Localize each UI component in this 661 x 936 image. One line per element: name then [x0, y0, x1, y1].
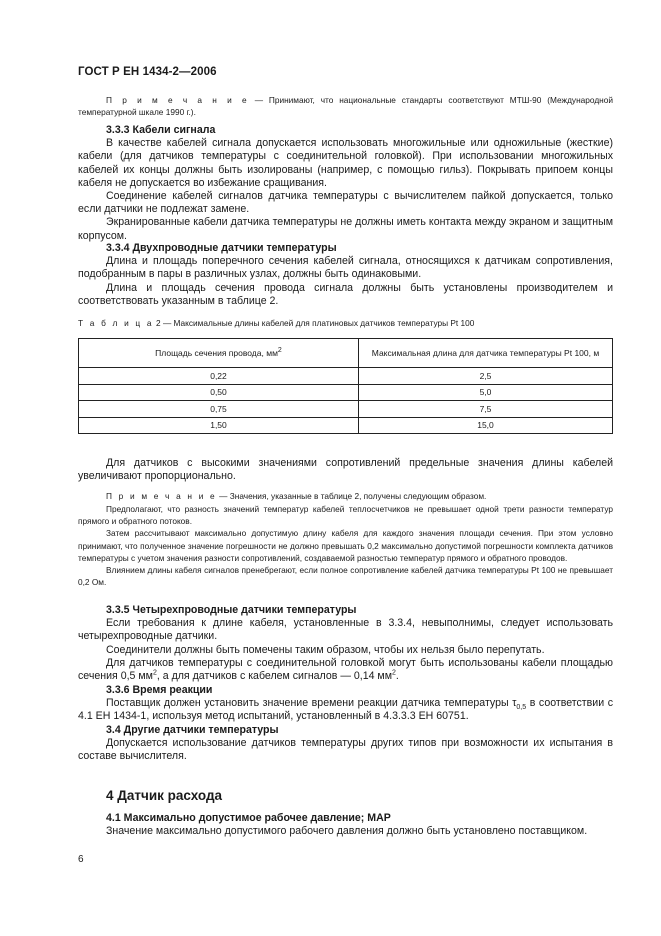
section-4: [78, 788, 613, 838]
section-heading: 4.1 Максимально допустимое рабочее давление; MAP: [106, 812, 391, 824]
paragraph: Значение максимально допустимого рабочего давления должно быть установлено поставщиком.: [106, 825, 588, 838]
note-paragraph: Затем рассчитывают максимально допустимую длину кабеля для каждого значения площади сечения. При этом условно принимают, что полученное значение погрешности не должно превышать 0,2 максимально допустимой погрешности комплекта датчиков температуры с учетом значения разности сопротивлений, создаваемой разностью температур прямого и обратного проводов.: [78, 528, 613, 563]
tau-symbol: τ: [512, 697, 517, 710]
note-paragraph: [78, 490, 613, 502]
after-table-block: [78, 457, 613, 589]
table-caption-label: Т а б л и ц а: [78, 318, 154, 328]
paragraph: Длина и площадь сечения провода сигнала должны быть установлены производителем и соответствовать указанным в таблице 2.: [78, 281, 613, 307]
note-paragraph: [78, 94, 613, 119]
paragraph: Если требования к длине кабеля, установленные в 3.3.4, невыполнимы, следует использовать четырехпроводные датчики.: [78, 617, 613, 643]
cable-length-table: [78, 338, 613, 434]
paragraph: Для датчиков с высокими значениями сопротивлений предельные значения длины кабелей увеличивают пропорционально.: [78, 457, 613, 483]
table-row: [79, 417, 613, 434]
table-cell-area: 0,50: [79, 384, 359, 401]
table-row: [79, 401, 613, 418]
section-heading: 3.3.6 Время реакции: [106, 684, 213, 696]
note-label: П р и м е ч а н и е: [106, 491, 217, 502]
section-3-4: [78, 724, 613, 764]
page-number: 6: [78, 854, 84, 865]
table-caption: [78, 318, 474, 328]
document-header: ГОСТ Р ЕН 1434-2—2006: [78, 66, 217, 78]
note-block: [78, 94, 613, 119]
paragraph: Поставщик должен установить значение времени реакции датчика температуры $\tau_{0,5}$ в соответствии с 4.1 ЕН 1434-1, используя метод испытаний, установленный в 4.3.3.3 ЕН 60751.: [78, 697, 613, 723]
paragraph: Соединители должны быть помечены таким образом, чтобы их нельзя было перепутать.: [106, 643, 545, 656]
section-heading: 3.3.5 Четырехпроводные датчики температуры: [106, 604, 357, 616]
chapter-heading: 4 Датчик расхода: [106, 788, 223, 803]
column-header-area: Площадь сечения провода, $мм^2$: [79, 339, 359, 368]
paragraph: Длина и площадь поперечного сечения кабелей сигнала, относящихся к датчикам сопротивления, подобранным в пары в различных узлах, должны быть одинаковыми.: [78, 255, 613, 281]
section-heading: 3.3.4 Двухпроводные датчики температуры: [106, 242, 337, 254]
section-3-3-4: [78, 242, 613, 308]
table-row: [79, 368, 613, 385]
table-cell-length: 2,5: [359, 368, 613, 385]
note-paragraph: Предполагают, что разность значений температур кабелей теплосчетчиков не превышает одной трети разности температур прямого и обратного потоков.: [78, 503, 613, 526]
section-3-3-5: [78, 604, 613, 683]
column-header-length: Максимальная длина для датчика температуры Pt 100, м: [359, 339, 613, 368]
table-header-row: [79, 339, 613, 368]
section-heading: 3.3.3 Кабели сигнала: [106, 124, 216, 136]
table-cell-area: 0,22: [79, 368, 359, 385]
table-cell-length: 15,0: [359, 417, 613, 434]
paragraph: Экранированные кабели датчика температуры не должны иметь контакта между экраном и защитным корпусом.: [78, 216, 613, 242]
paragraph: В качестве кабелей сигнала допускается использовать многожильные или одножильные (жесткие) кабели (для датчиков температуры с соединительной головкой). При использовании многожильных кабелей их концы должны быть изолированы (например, с помощью гильз). Покрывать припоем концы кабеля не допускается во избежание сращивания.: [78, 137, 613, 189]
paragraph: Для датчиков температуры с соединительной головкой могут быть использованы кабели площадью сечения 0,5 $мм^2$, а для датчиков с кабелем сигналов — 0,14 $мм^2$.: [78, 656, 613, 683]
note-text: — Принимают, что национальные стандарты соответствуют МТШ-90 (Международной температурной шкале 1990 г.).: [78, 95, 613, 118]
table-cell-length: 5,0: [359, 384, 613, 401]
section-heading: 3.4 Другие датчики температуры: [106, 724, 279, 736]
table-caption-text: 2 — Максимальные длины кабелей для платиновых датчиков температуры Pt 100: [153, 318, 475, 328]
note-text: — Значения, указанные в таблице 2, получены следующим образом.: [216, 491, 487, 502]
table-cell-length: 7,5: [359, 401, 613, 418]
table-cell-area: 1,50: [79, 417, 359, 434]
table-cell-area: 0,75: [79, 401, 359, 418]
section-3-3-3: [78, 124, 613, 243]
paragraph: Допускается использование датчиков температуры других типов при возможности их испытания в составе вычислителя.: [78, 737, 613, 763]
note-label: П р и м е ч а н и е: [106, 95, 249, 105]
note-paragraph: Влиянием длины кабеля сигналов пренебрегают, если полное сопротивление кабелей датчика температуры Pt 100 не превышает 0,2 Ом.: [78, 565, 613, 588]
paragraph: Соединение кабелей сигналов датчика температуры с вычислителем пайкой допускается, только если датчики не подлежат замене.: [78, 190, 613, 216]
section-3-3-6: [78, 684, 613, 724]
table-row: [79, 384, 613, 401]
